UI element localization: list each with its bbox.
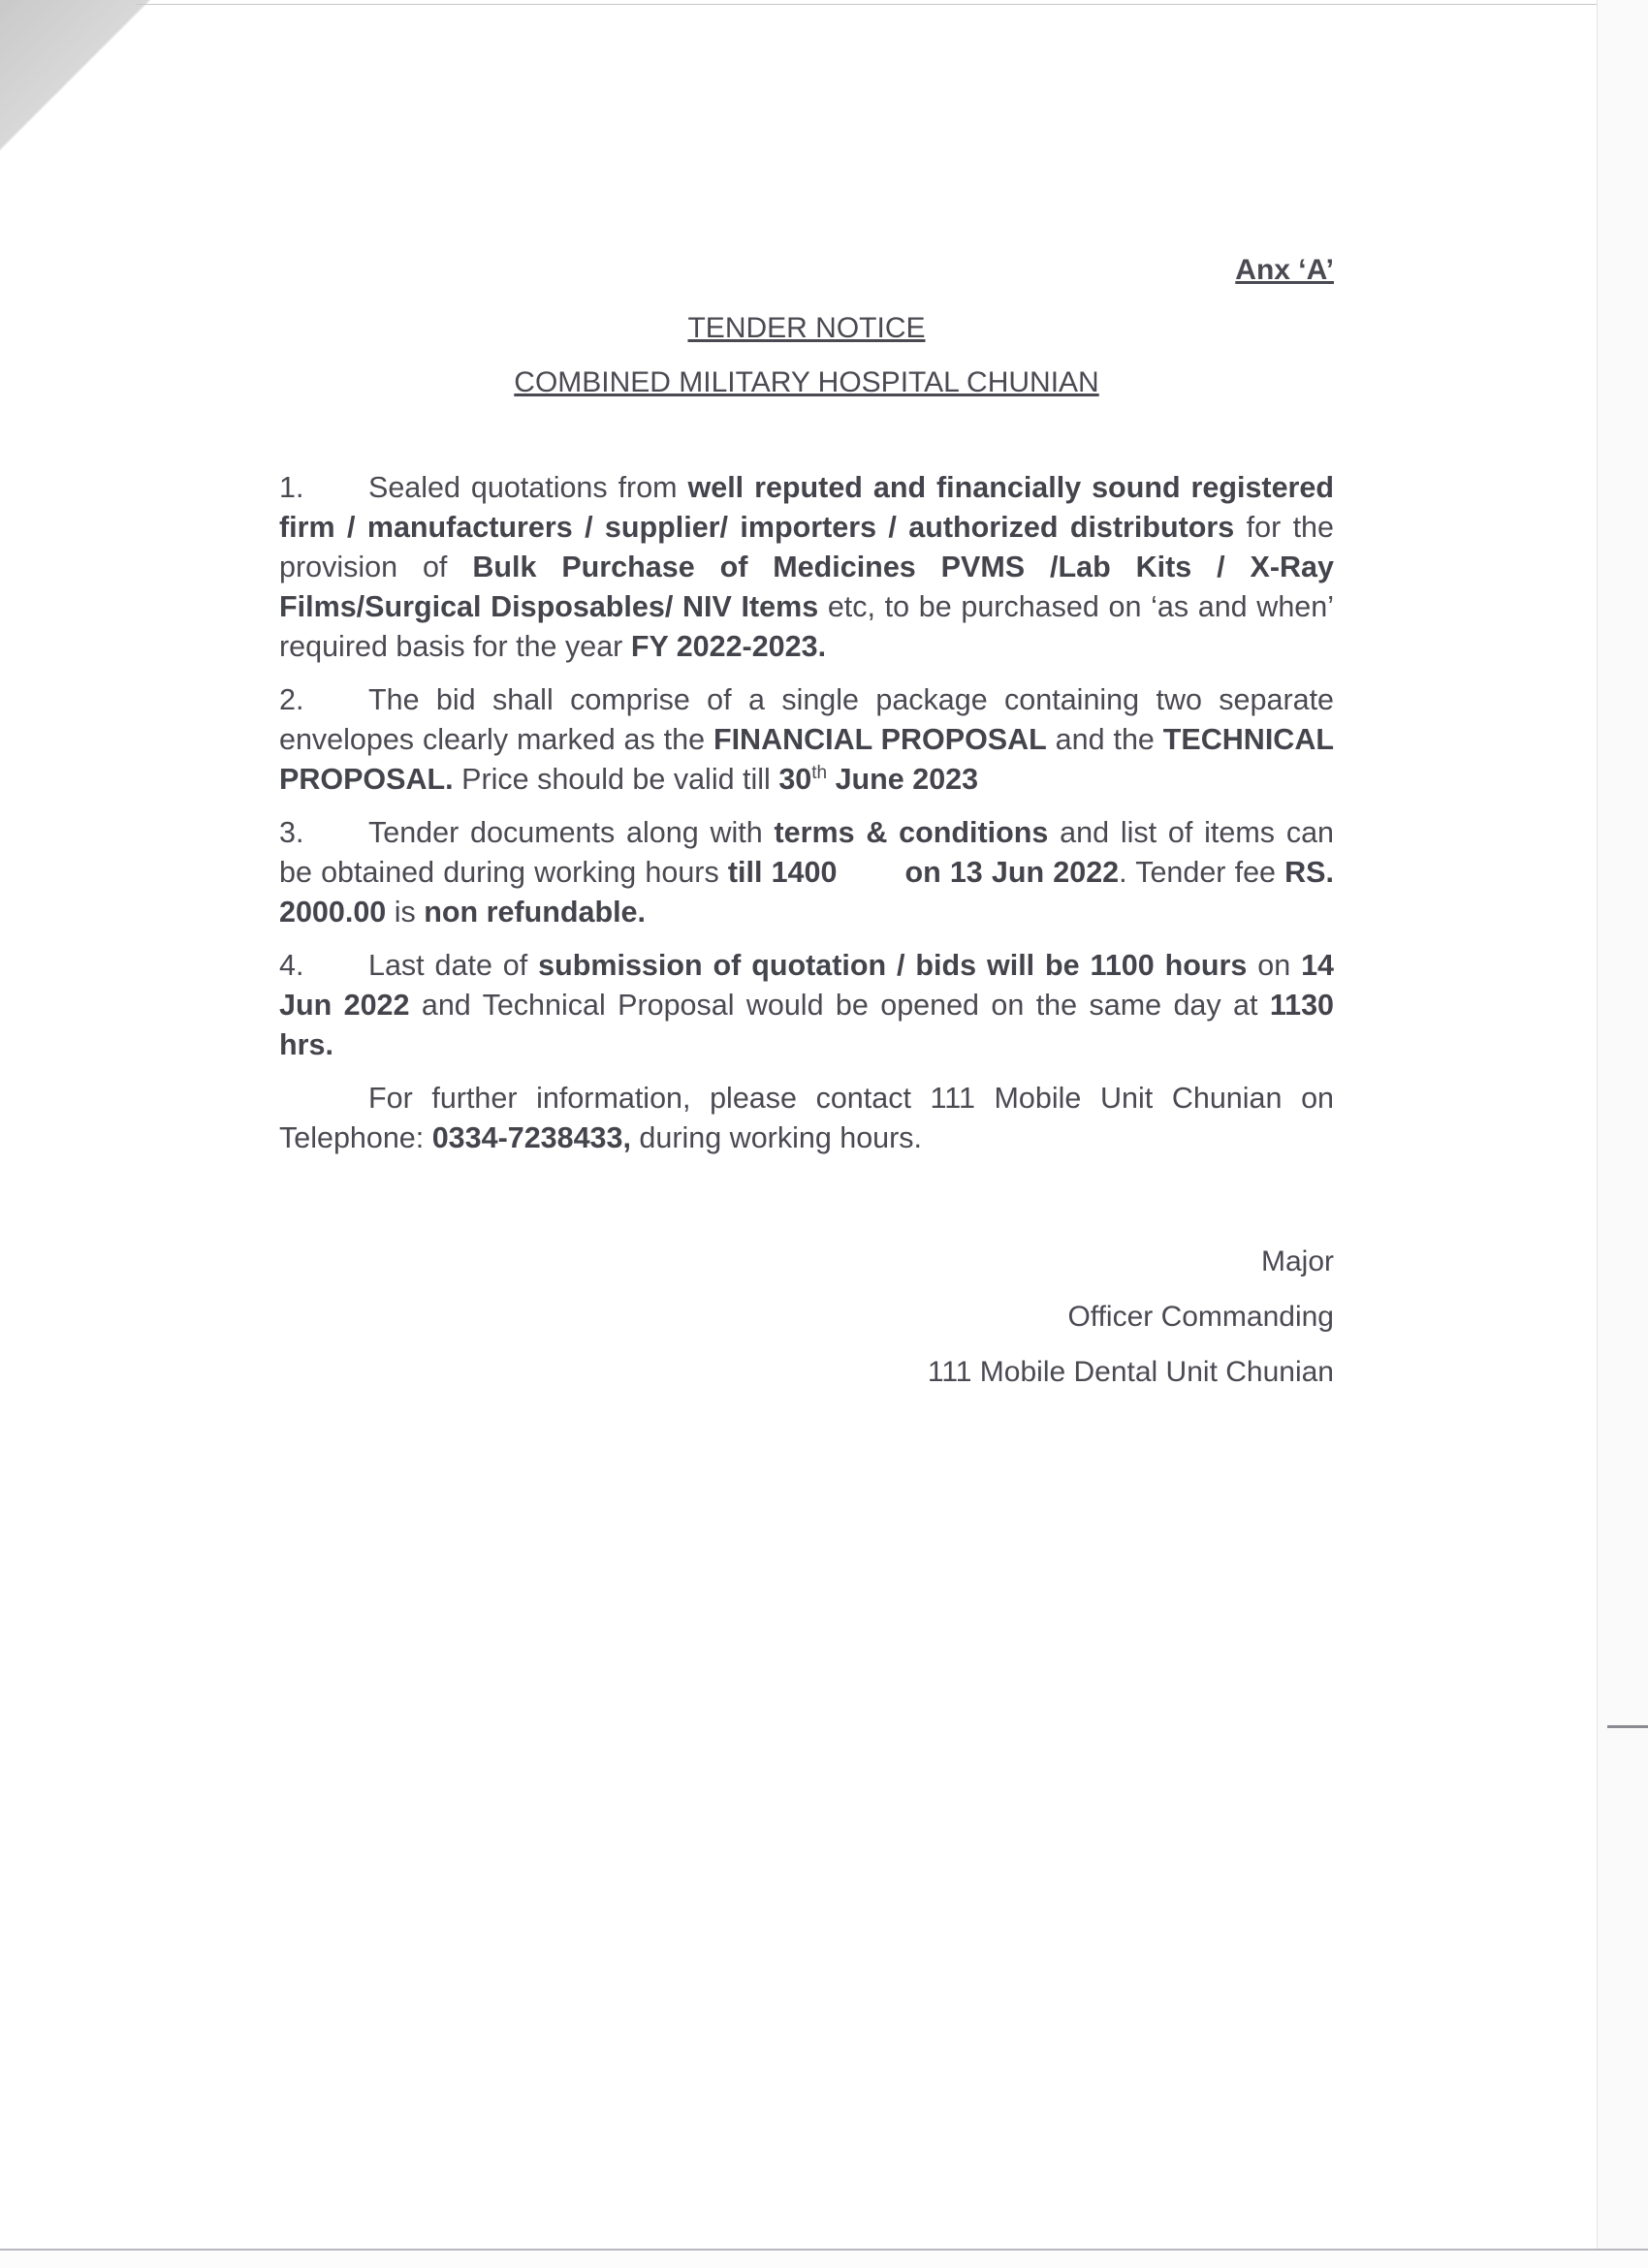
paragraph-4: 4. Last date of submission of quotation / bids will be 1100 hours on 14 Jun 2022 and Technical Proposal would be opened on the same day at 1130 hrs.	[279, 946, 1334, 1065]
scan-edge-bottom	[0, 2249, 1648, 2268]
paragraph-number: 4.	[279, 949, 304, 982]
signature-rank: Major	[1260, 1245, 1334, 1277]
scan-edge-right	[1597, 0, 1648, 2268]
paragraph-number: 2.	[279, 683, 304, 716]
paragraph-number: 3.	[279, 816, 304, 849]
paragraph-contact: For further information, please contact 111 Mobile Unit Chunian on Telephone: 0334-7238433, during working hours.	[279, 1082, 1334, 1154]
document-title: TENDER NOTICE	[687, 312, 926, 344]
paragraph-2: 2. The bid shall comprise of a single package containing two separate envelopes clearly marked as the FINANCIAL PROPOSAL and the TECHNICAL PROPOSAL. Price should be valid till 30th June 2023	[279, 680, 1334, 800]
signature-unit: 111 Mobile Dental Unit Chunian	[927, 1356, 1334, 1388]
signature-designation: Officer Commanding	[1067, 1301, 1334, 1333]
document-page	[279, 250, 1334, 1400]
paragraph-1: 1. Sealed quotations from well reputed and financially sound registered firm / manufacturers / supplier/ importers / authorized distributors for the provision of Bulk Purchase of Medicines PVMS /Lab Kits / X-Ray Films/Surgical Disposables/ NIV Items etc, to be purchased on ‘as and when’ required basis for the year FY 2022-2023.	[279, 468, 1334, 667]
signature-block	[279, 1234, 1334, 1400]
telephone-number: 0334-7238433,	[431, 1121, 631, 1154]
scan-edge-top	[136, 4, 1600, 5]
document-subtitle: COMBINED MILITARY HOSPITAL CHUNIAN	[514, 366, 1099, 398]
annex-label: Anx ‘A’	[1235, 254, 1334, 286]
scan-corner-fold	[0, 0, 155, 174]
paragraph-number: 1.	[279, 471, 304, 504]
paragraph-3: 3. Tender documents along with terms & conditions and list of items can be obtained during working hours till 1400 on 13 Jun 2022. Tender fee RS. 2000.00 is non refundable.	[279, 813, 1334, 932]
